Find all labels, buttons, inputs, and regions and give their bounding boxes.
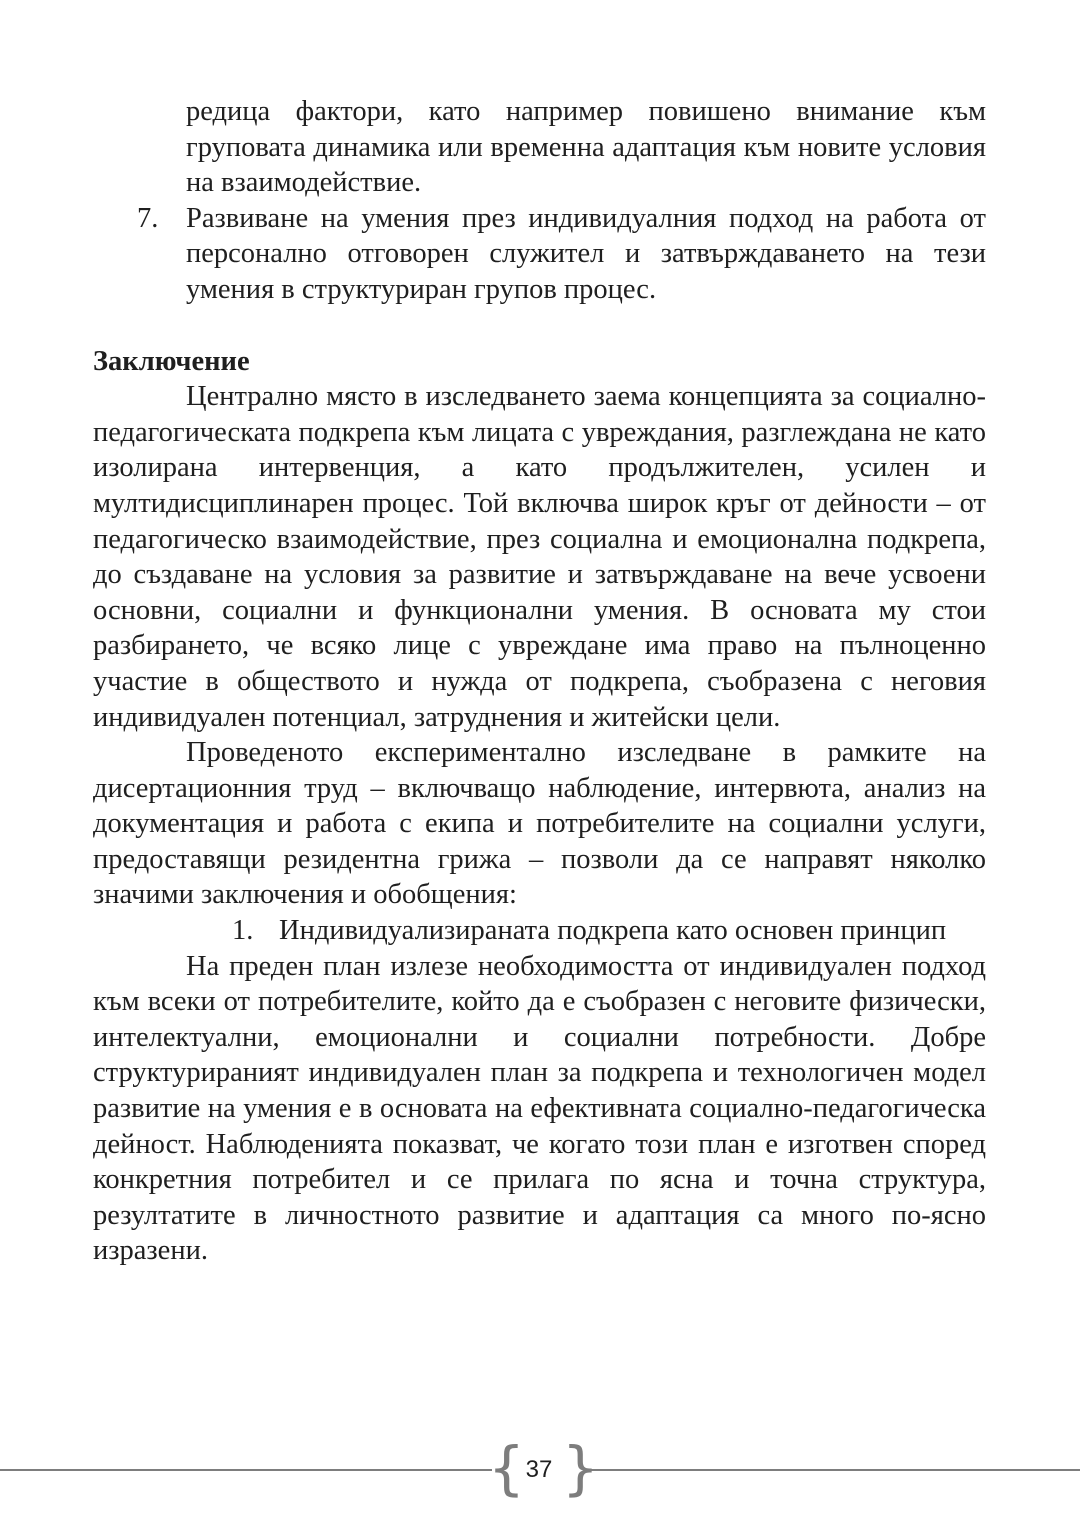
footer-brace-open: { <box>488 1434 525 1502</box>
list-number-1: 1. <box>232 915 254 947</box>
list-number-7: 7. <box>137 202 159 234</box>
list-item-1-text: Индивидуализираната подкрепа като основен принцип <box>279 915 947 947</box>
page-number: 37 <box>525 1456 553 1483</box>
footer-rule-left <box>0 1469 492 1471</box>
list-item-7-text: Развиване на умения през индивидуалния подход на работа от персонално отговорен служител и затвърждаването на тези умения в структуриран групов процес. <box>186 202 986 305</box>
body-text <box>93 94 986 1269</box>
paragraph-1: Централно място в изследването заема концепцията за социално-педагогическата подкрепа към лицата с увреждания, разглеждана не като изолирана интервенция, а като продължителен, усилен и мултидисциплинарен процес. Той включва широк кръг от дейности – от педагогическо взаимодействие, през социална и емоционална подкрепа, до създаване на условия за развитие и затвърждаване на вече усвоени основни, социални и функционални умения. В основата му стои разбирането, че всяко лице с увреждане има право на пълноценно участие в обществото и нужда от подкрепа, съобразена с неговия индивидуален потенциал, затруднения и житейски цели. <box>93 381 986 733</box>
page-footer <box>0 1434 1080 1502</box>
footer-brace-close: } <box>562 1434 599 1502</box>
footer-rule-right <box>586 1469 1080 1471</box>
numbered-list-item-7 <box>93 201 986 308</box>
numbered-list-item-1 <box>93 913 986 949</box>
section-heading: Заключение <box>93 345 250 377</box>
paragraph-2: Проведеното експериментално изследване в рамките на дисертационния труд – включващо наблюдение, интервюта, анализ на документация и работа с екипа и потребителите на социални услуги, предоставящи резидентна грижа – позволи да се направят няколко значими заключения и обобщения: <box>93 737 986 911</box>
continuation-paragraph: редица фактори, като например повишено внимание към груповата динамика или временна адаптация към новите условия на взаимодействие. <box>186 96 986 199</box>
paragraph-3: На преден план излезе необходимостта от индивидуален подход към всеки от потребителите, който да е съобразен с неговите физически, интелектуални, емоционални и социални потребности. Добре структурираният индивидуален план за подкрепа и технологичен модел развитие на умения е в основата на ефективната социално-педагогическа дейност. Наблюденията показват, че когато този план е изготвен според конкретния потребител и се прилага по ясна и точна структура, резултатите в личностното развитие и адаптация са много по-ясно изразени. <box>93 950 986 1267</box>
